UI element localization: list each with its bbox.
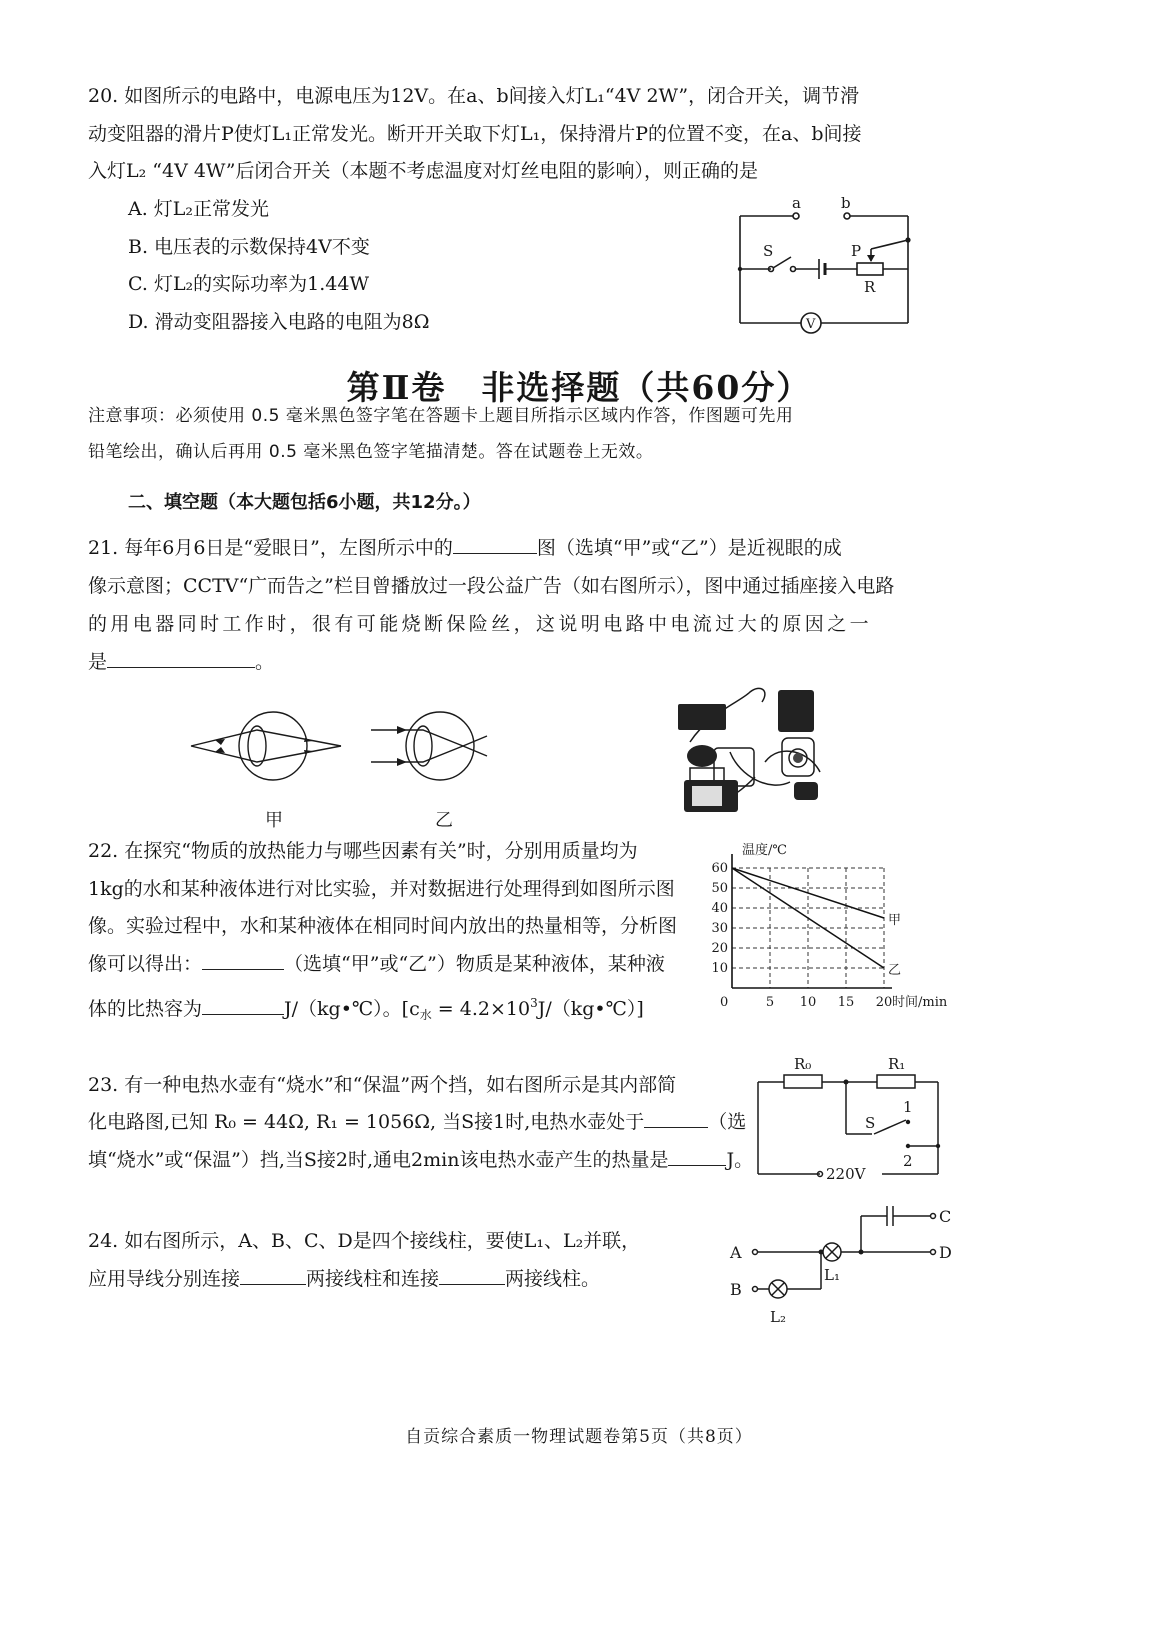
q22-power-superscript: 3 xyxy=(530,996,538,1010)
q20-option-a: A. 灯L₂正常发光 xyxy=(128,198,270,220)
q24-blank-2[interactable] xyxy=(439,1266,505,1285)
q23-fig-label-1: 1 xyxy=(903,1098,913,1116)
q22-line-4-text-a: 像可以得出： xyxy=(88,953,203,975)
q22-line-5-text-d: J/（kg•℃）] xyxy=(537,998,644,1020)
chart-series-label: 乙 xyxy=(888,963,902,978)
q20-fig-label-s: S xyxy=(763,242,774,260)
q24-fig-label-c: C xyxy=(939,1207,952,1226)
q24-blank-1[interactable] xyxy=(240,1266,306,1285)
q21-line-1-text-a: 21. 每年6月6日是“爱眼日”，左图所示中的 xyxy=(88,537,453,559)
q24-line-2-text-b: 两接线柱和连接 xyxy=(306,1268,440,1290)
q22-blank-2[interactable] xyxy=(202,996,284,1015)
q21-blank-1[interactable] xyxy=(453,535,537,554)
chart-ytick-label: 20 xyxy=(711,941,728,956)
q23-line-2-text-a: 化电路图,已知 R₀ = 44Ω, R₁ = 1056Ω, 当S接1时,电热水壶处于 xyxy=(88,1111,645,1133)
chart-xtick-label: 5 xyxy=(765,995,775,1010)
q22-line-5-text-a: 体的比热容为 xyxy=(88,998,203,1020)
q23-kettle-circuit xyxy=(752,1052,952,1194)
q24-line-2-text-c: 两接线柱。 xyxy=(505,1268,601,1290)
q21-blank-2[interactable] xyxy=(107,649,255,668)
q24-fig-label-b: B xyxy=(730,1280,742,1299)
q23-blank-2[interactable] xyxy=(668,1147,726,1166)
q22-line-1: 22. 在探究“物质的放热能力与哪些因素有关”时，分别用质量均为 xyxy=(88,840,638,862)
chart-ytick-label: 40 xyxy=(711,901,728,916)
q23-fig-label-220v: 220V xyxy=(826,1165,866,1183)
q24-fig-label-a: A xyxy=(730,1243,742,1262)
q23-line-1: 23. 有一种电热水壶有“烧水”和“保温”两个挡，如右图所示是其内部简 xyxy=(88,1074,677,1096)
q20-option-d: D. 滑动变阻器接入电路的电阻为8Ω xyxy=(128,311,430,333)
q21-line-1 xyxy=(88,535,842,561)
chart-ytick-label: 50 xyxy=(711,881,728,896)
q24-fig-label-l2: L₂ xyxy=(770,1308,786,1326)
q23-line-3-text-a: 填“烧水”或“保温”）挡,当S接2时,通电2min该电热水壶产生的热量是 xyxy=(88,1149,669,1171)
chart-ytick-label: 60 xyxy=(711,861,728,876)
q20-line-1: 20. 如图所示的电路中，电源电压为12V。在a、b间接入灯L₁“4V 2W”，闭合开关，调节滑 xyxy=(88,85,860,107)
q21-label-yi: 乙 xyxy=(435,810,453,831)
chart-xtick-label: 15 xyxy=(837,995,855,1010)
q22-line-2: 1kg的水和某种液体进行对比实验，并对数据进行处理得到如图所示图 xyxy=(88,878,675,900)
q21-line-2: 像示意图；CCTV“广而告之”栏目曾播放过一段公益广告（如右图所示），图中通过插座接入电路 xyxy=(88,575,895,597)
q20-fig-label-v: V xyxy=(806,317,816,332)
q20-fig-label-p: P xyxy=(851,242,862,260)
q21-line-1-text-b: 图（选填“甲”或“乙”）是近视眼的成 xyxy=(536,537,842,559)
q23-fig-label-r1: R₁ xyxy=(888,1055,906,1073)
q20-fig-label-b: b xyxy=(841,194,851,212)
q23-line-3-text-b: J。 xyxy=(726,1149,754,1171)
q20-fig-label-r: R xyxy=(864,278,876,296)
q20-option-c: C. 灯L₂的实际功率为1.44W xyxy=(128,273,370,295)
chart-ytick-label: 30 xyxy=(711,921,728,936)
q22-cwater-subscript: 水 xyxy=(419,1008,432,1022)
q21-line-4-text-a: 是 xyxy=(88,651,108,673)
q23-fig-label-r0: R₀ xyxy=(794,1055,812,1073)
q22-line-4 xyxy=(88,951,665,977)
section-heading: 二、填空题（本大题包括6小题，共12分。） xyxy=(128,492,481,513)
q24-fig-label-l1: L₁ xyxy=(824,1266,840,1284)
chart-xlabel: 时间/min xyxy=(892,995,948,1010)
q22-line-5 xyxy=(88,990,644,1028)
q21-line-4-text-b: 。 xyxy=(255,651,275,673)
chart-ylabel: 温度/℃ xyxy=(742,843,787,858)
q23-blank-1[interactable] xyxy=(644,1109,708,1128)
q24-terminals-circuit xyxy=(725,1198,965,1328)
q22-temperature-chart xyxy=(700,838,965,1018)
chart-xtick-label: 20 xyxy=(875,995,893,1010)
chart-ytick-label: 10 xyxy=(711,961,728,976)
page-footer: 自贡综合素质一物理试题卷第5页（共8页） xyxy=(405,1427,753,1447)
q21-line-3: 的用电器同时工作时，很有可能烧断保险丝，这说明电路中电流过大的原因之一 xyxy=(88,613,873,635)
part2-note-line-2: 铅笔绘出，确认后再用 0.5 毫米黑色签字笔描清楚。答在试题卷上无效。 xyxy=(88,442,654,462)
q21-line-4 xyxy=(88,649,274,675)
q21-appliances-illustration xyxy=(670,682,840,814)
q21-label-jia: 甲 xyxy=(265,810,283,831)
chart-origin-label: 0 xyxy=(720,995,729,1010)
q24-line-2-text-a: 应用导线分别连接 xyxy=(88,1268,241,1290)
q24-fig-label-d: D xyxy=(939,1243,952,1262)
q22-blank-1[interactable] xyxy=(202,951,284,970)
q24-line-1: 24. 如右图所示，A、B、C、D是四个接线柱，要使L₁、L₂并联， xyxy=(88,1230,641,1252)
chart-xtick-label: 10 xyxy=(799,995,817,1010)
q23-line-2-text-b: （选 xyxy=(708,1111,747,1133)
q22-line-5-text-b: J/（kg•℃）。[c xyxy=(284,998,420,1020)
q23-line-2 xyxy=(88,1109,746,1135)
q22-line-3: 像。实验过程中，水和某种液体在相同时间内放出的热量相等，分析图 xyxy=(88,915,678,937)
q23-fig-label-s: S xyxy=(865,1114,876,1132)
part2-title: 第Ⅱ卷 非选择题（共60分） xyxy=(346,368,812,407)
q20-circuit-diagram xyxy=(735,192,925,342)
q23-line-3 xyxy=(88,1147,753,1173)
q20-fig-label-a: a xyxy=(792,194,801,212)
q21-eye-diagrams xyxy=(185,700,505,832)
q22-line-4-text-b: （选填“甲”或“乙”）物质是某种液体，某种液 xyxy=(284,953,665,975)
q20-option-b: B. 电压表的示数保持4V不变 xyxy=(128,236,370,258)
chart-series-label: 甲 xyxy=(888,913,902,928)
q23-fig-label-2: 2 xyxy=(903,1152,913,1170)
part2-note-line-1: 注意事项：必须使用 0.5 毫米黑色签字笔在答题卡上题目所指示区域内作答，作图题可先用 xyxy=(88,406,794,426)
q22-line-5-text-c: = 4.2×10 xyxy=(431,998,531,1020)
q20-line-2: 动变阻器的滑片P使灯L₁正常发光。断开开关取下灯L₁，保持滑片P的位置不变，在a、b间接 xyxy=(88,123,862,145)
q24-line-2 xyxy=(88,1266,600,1292)
q20-line-3: 入灯L₂ “4V 4W”后闭合开关（本题不考虑温度对灯丝电阻的影响），则正确的是 xyxy=(88,160,759,182)
